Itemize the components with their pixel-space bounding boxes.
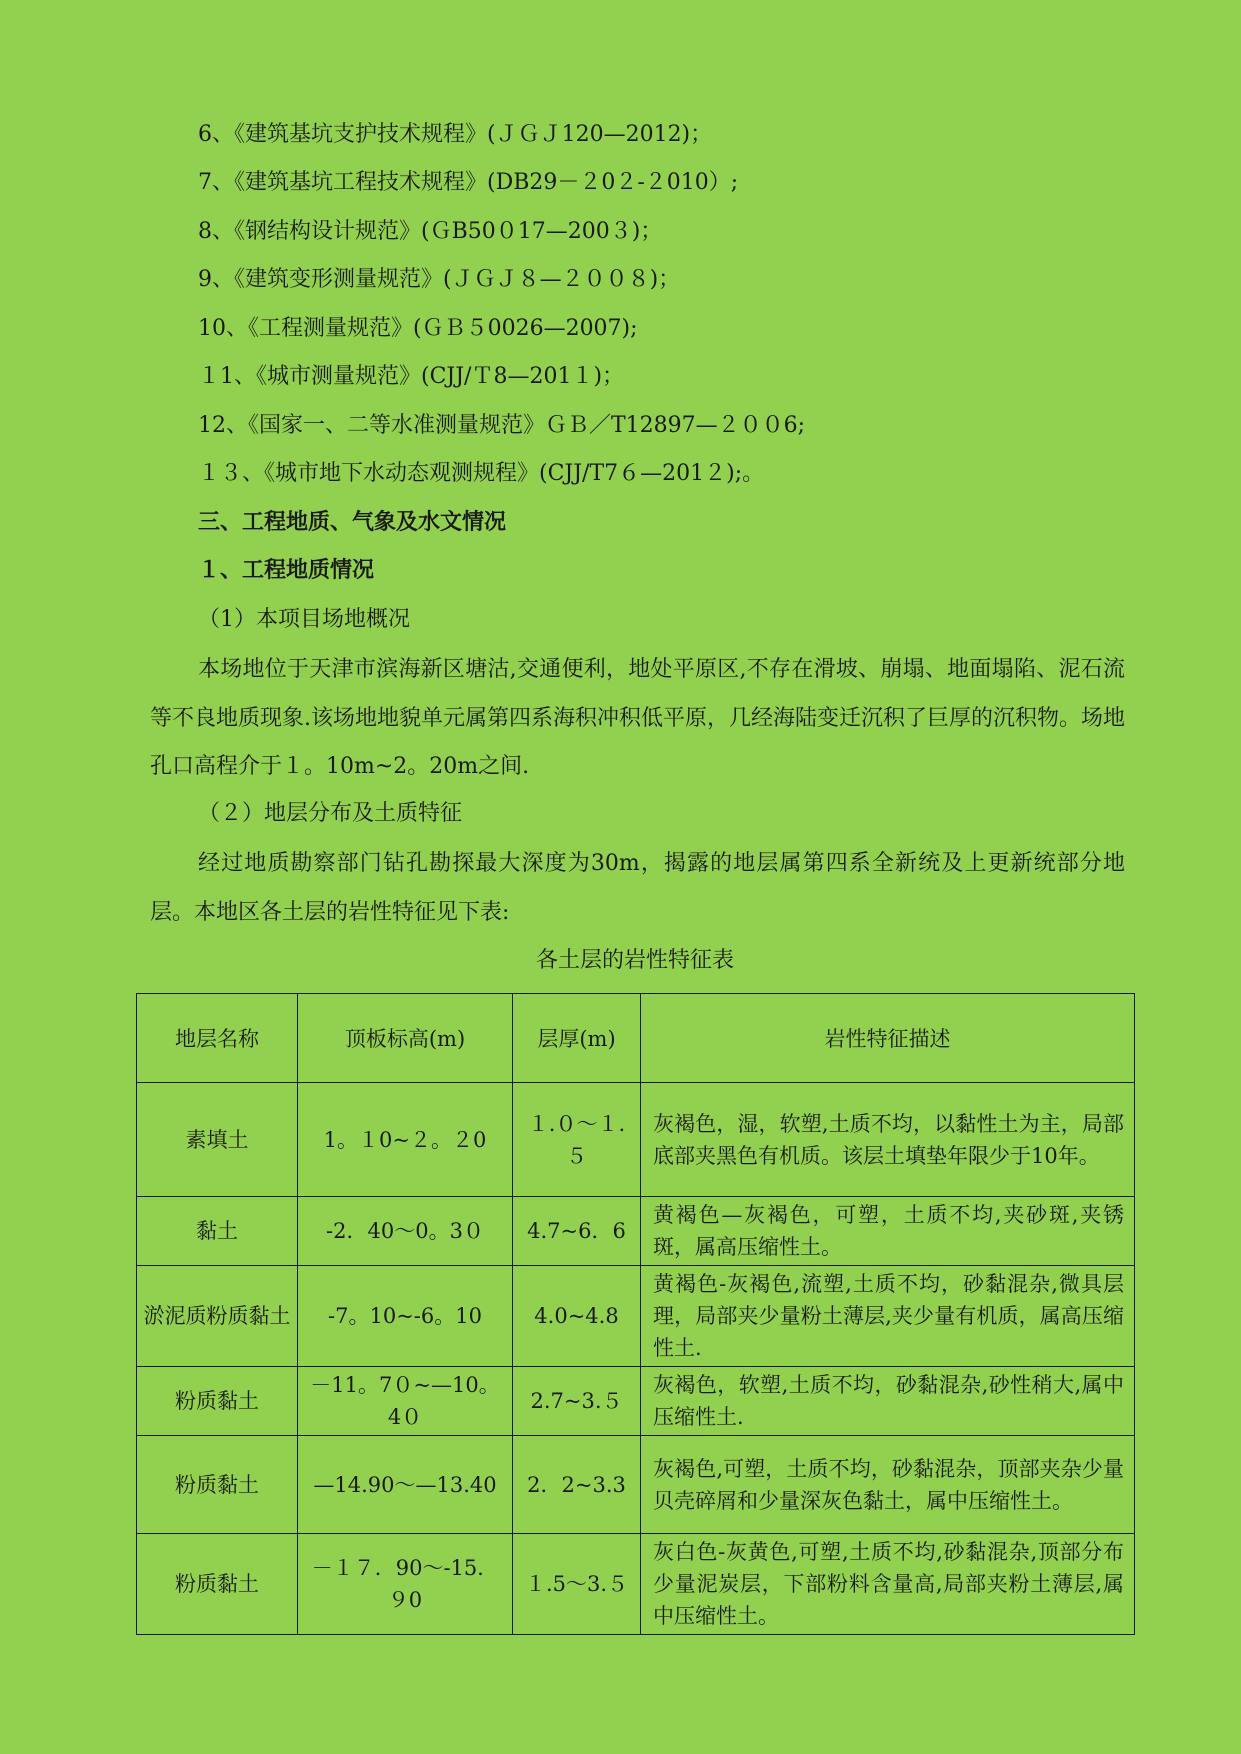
description-cell: 黄褐色—灰褐色，可塑，土质不均,夹砂斑,夹锈斑，属高压缩性土。 [641,1197,1135,1266]
thickness-cell: 4.0~4.8 [513,1266,641,1367]
soil-layer-table [136,993,1135,1635]
column-header: 顶板标高(m) [298,994,513,1083]
reference-item: 6、《建筑基坑支护技术规程》(ＪＧＪ120—2012)； [198,122,713,147]
layer-name-cell: 粉质黏土 [137,1367,298,1436]
site-overview-paragraph: 本场地位于天津市滨海新区塘沽,交通便利，地处平原区,不存在滑坡、崩塌、地面塌陷、泥石流等不良地质现象.该场地地貌单元属第四系海积冲积低平原，几经海陆变迁沉积了巨厚的沉积物。场地孔口高程介于１。10m~2。20m之间. [150,657,1125,779]
thickness-cell: 2．2~3.3 [513,1436,641,1534]
thickness-cell: １.０～１.５ [513,1083,641,1197]
top-elevation-cell: —14.90～—13.40 [298,1436,513,1534]
top-elevation-cell: －11。7０~—10。4０ [298,1367,513,1436]
item-heading: （1）本项目场地概况 [198,607,410,632]
thickness-cell: 4.7~6．6 [513,1197,641,1266]
reference-item: １３、《城市地下水动态观测规程》(CJJ/T7６—201２);。 [198,461,765,486]
description-cell: 灰褐色,可塑，土质不均，砂黏混杂，顶部夹杂少量贝壳碎屑和少量深灰色黏土，属中压缩性土。 [641,1436,1135,1534]
table-header-row [137,994,1135,1083]
layer-name-cell: 淤泥质粉质黏土 [137,1266,298,1367]
description-cell: 灰白色-灰黄色,可塑,土质不均,砂黏混杂,顶部分布少量泥炭层，下部粉料含量高,局部夹粉土薄层,属中压缩性土。 [641,1534,1135,1635]
column-header: 地层名称 [137,994,298,1083]
layer-name-cell: 素填土 [137,1083,298,1197]
table-row [137,1367,1135,1436]
layer-name-cell: 黏土 [137,1197,298,1266]
strata-paragraph: 经过地质勘察部门钻孔勘探最大深度为30m，揭露的地层属第四系全新统及上更新统部分地层。本地区各土层的岩性特征见下表: [150,851,1125,925]
reference-item: 12、《国家一、二等水准测量规范》ＧＢ／T12897—２００6; [198,413,806,438]
top-elevation-cell: -2．40～0。3０ [298,1197,513,1266]
reference-item: １1、《城市测量规范》(CJJ/Ｔ8—201１)； [198,364,625,389]
column-header: 岩性特征描述 [641,994,1135,1083]
table-row [137,1436,1135,1534]
table-row [137,1266,1135,1367]
reference-item: 8、《钢结构设计规范》(ＧB50０17—200３)； [198,219,663,244]
layer-name-cell: 粉质黏土 [137,1436,298,1534]
table-row [137,1083,1135,1197]
table-caption: 各土层的岩性特征表 [535,948,734,973]
reference-item: 10、《工程测量规范》(ＧＢ５0026—2007); [198,316,638,341]
thickness-cell: 2.7~3.５ [513,1367,641,1436]
subsection-heading: １、工程地质情况 [198,558,375,583]
top-elevation-cell: －１７．90～-15．９0 [298,1534,513,1635]
description-cell: 灰褐色，软塑,土质不均，砂黏混杂,砂性稍大,属中压缩性土. [641,1367,1135,1436]
table-row [137,1197,1135,1266]
description-cell: 灰褐色，湿，软塑,土质不均，以黏性土为主，局部底部夹黑色有机质。该层土填垫年限少于10年。 [641,1083,1135,1197]
top-elevation-cell: -7。10~-6。10 [298,1266,513,1367]
layer-name-cell: 粉质黏土 [137,1534,298,1635]
section-heading: 三、工程地质、气象及水文情况 [198,510,507,535]
table-row [137,1534,1135,1635]
item-heading: （２）地层分布及土质特征 [198,801,463,826]
reference-item: 7、《建筑基坑工程技术规程》(DB29－２0２-２010）; [198,170,739,195]
top-elevation-cell: 1。１0~２。２0 [298,1083,513,1197]
description-cell: 黄褐色-灰褐色,流塑,土质不均，砂黏混杂,微具层理，局部夹少量粉土薄层,夹少量有机质，属高压缩性土. [641,1266,1135,1367]
reference-item: 9、《建筑变形测量规范》(ＪＧＪ８—２００８)； [198,267,681,292]
column-header: 层厚(m) [513,994,641,1083]
thickness-cell: １.5～3.５ [513,1534,641,1635]
